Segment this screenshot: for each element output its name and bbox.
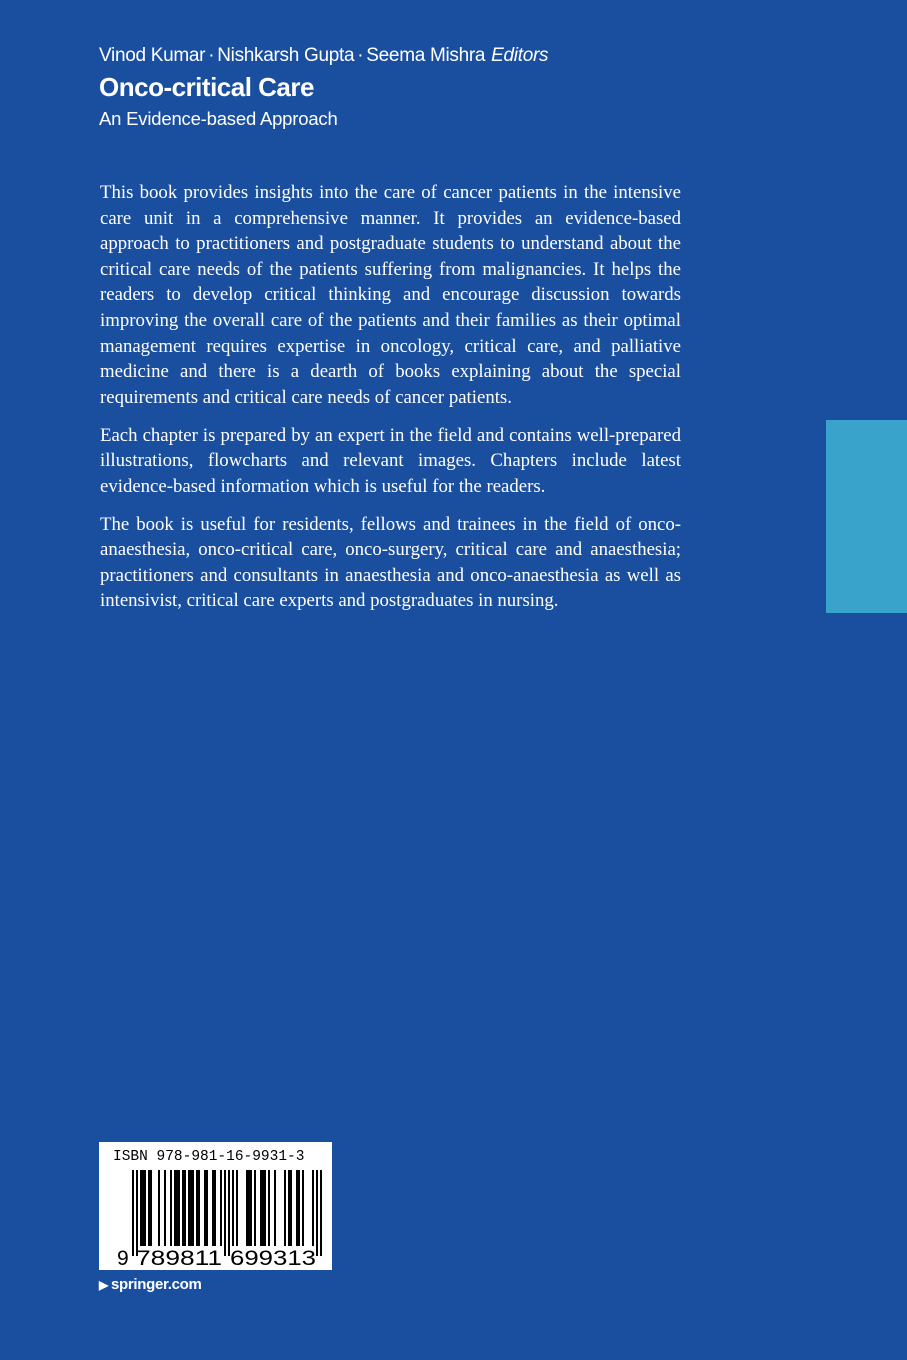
- book-description: [100, 180, 681, 626]
- barcode-bar: [142, 1170, 144, 1246]
- barcode-bar: [262, 1170, 264, 1246]
- barcode-bar: [302, 1170, 304, 1246]
- triangle-right-icon: ▶: [99, 1278, 108, 1292]
- description-paragraph: Each chapter is prepared by an expert in the field and contains well-prepared illustrations, flowcharts and relevant images. Chapters include latest evidence-based information which is useful for the readers.: [100, 424, 681, 497]
- barcode-bar: [190, 1170, 192, 1246]
- barcode-bar: [298, 1170, 300, 1246]
- publisher-link[interactable]: [99, 1276, 202, 1293]
- barcode-bar: [248, 1170, 250, 1246]
- barcode-guard-bar: [228, 1170, 230, 1256]
- barcode-left-digits: 789811: [136, 1247, 222, 1270]
- barcode-bar: [150, 1170, 152, 1246]
- barcode-first-digit: 9: [117, 1247, 129, 1270]
- description-paragraph: The book is useful for residents, fellows and trainees in the field of onco-anaesthesia, onco-critical care, onco-surgery, critical care and anaesthesia; practitioners and consultants in anaesthesia and onco-anaesthesia as well as intensivist, critical care experts and postgraduates in nursing.: [100, 513, 681, 612]
- barcode-bar: [196, 1170, 198, 1246]
- barcode-bar: [198, 1170, 200, 1246]
- barcode-bar: [312, 1170, 314, 1246]
- editors-line: [99, 45, 548, 67]
- barcode-bar: [236, 1170, 238, 1246]
- barcode-bar: [288, 1170, 290, 1246]
- barcode-bar: [290, 1170, 292, 1246]
- barcode-guard-bar: [136, 1170, 138, 1256]
- accent-tab: [826, 420, 907, 613]
- barcode-bar: [214, 1170, 216, 1246]
- barcode-bar: [176, 1170, 178, 1246]
- barcode-bar: [204, 1170, 206, 1246]
- barcode-bar: [184, 1170, 186, 1246]
- barcode-right-digits: 699313: [230, 1247, 316, 1270]
- barcode-bar: [254, 1170, 256, 1246]
- barcode-bar: [192, 1170, 194, 1246]
- barcode-bar: [170, 1170, 172, 1246]
- barcode-guard-bar: [316, 1170, 318, 1256]
- barcode-bar: [246, 1170, 248, 1246]
- barcode-bar: [296, 1170, 298, 1246]
- book-title: Onco-critical Care: [99, 72, 314, 102]
- barcode-bar: [178, 1170, 180, 1246]
- barcode-bar: [206, 1170, 208, 1246]
- description-paragraph: This book provides insights into the care of cancer patients in the intensive care unit in a comprehensive manner. It provides an evidence-based approach to practitioners and postgraduate students to understand about the critical care needs of the patients suffering from malignancies. It helps the readers to develop critical thinking and encourage discussion towards improving the overall care of the patients and their families as their optimal management requires expertise in oncology, critical care, and palliative medicine and there is a dearth of books explaining about the special requirements and critical care needs of cancer patients.: [100, 182, 681, 408]
- editor-name: Vinod Kumar: [99, 45, 206, 66]
- barcode-bar: [182, 1170, 184, 1246]
- isbn-label: ISBN 978-981-16-9931-3: [113, 1149, 305, 1165]
- barcode-bar: [268, 1170, 270, 1246]
- barcode-bar: [284, 1170, 286, 1246]
- barcode-bar: [250, 1170, 252, 1246]
- barcode-graphic: [99, 1142, 332, 1270]
- barcode-bar: [174, 1170, 176, 1246]
- book-subtitle: An Evidence-based Approach: [99, 108, 338, 129]
- isbn-barcode: [99, 1142, 332, 1270]
- barcode-bar: [148, 1170, 150, 1246]
- name-separator: ·: [208, 45, 215, 66]
- editor-name: Nishkarsh Gupta: [217, 45, 355, 66]
- barcode-bar: [260, 1170, 262, 1246]
- publisher-website: springer.com: [110, 1276, 202, 1293]
- barcode-bar: [164, 1170, 166, 1246]
- editors-role: Editors: [491, 45, 549, 66]
- editor-name: Seema Mishra: [366, 45, 486, 66]
- barcode-bar: [274, 1170, 276, 1246]
- barcode-bar: [264, 1170, 266, 1246]
- barcode-guard-bar: [320, 1170, 322, 1256]
- barcode-bar: [212, 1170, 214, 1246]
- barcode-bar: [220, 1170, 222, 1246]
- barcode-bars: [132, 1170, 322, 1256]
- barcode-guard-bar: [224, 1170, 226, 1256]
- barcode-bar: [232, 1170, 234, 1246]
- barcode-bar: [144, 1170, 146, 1246]
- barcode-bar: [188, 1170, 190, 1246]
- barcode-bar: [140, 1170, 142, 1246]
- name-separator: ·: [357, 45, 364, 66]
- barcode-guard-bar: [132, 1170, 134, 1256]
- barcode-bar: [158, 1170, 160, 1246]
